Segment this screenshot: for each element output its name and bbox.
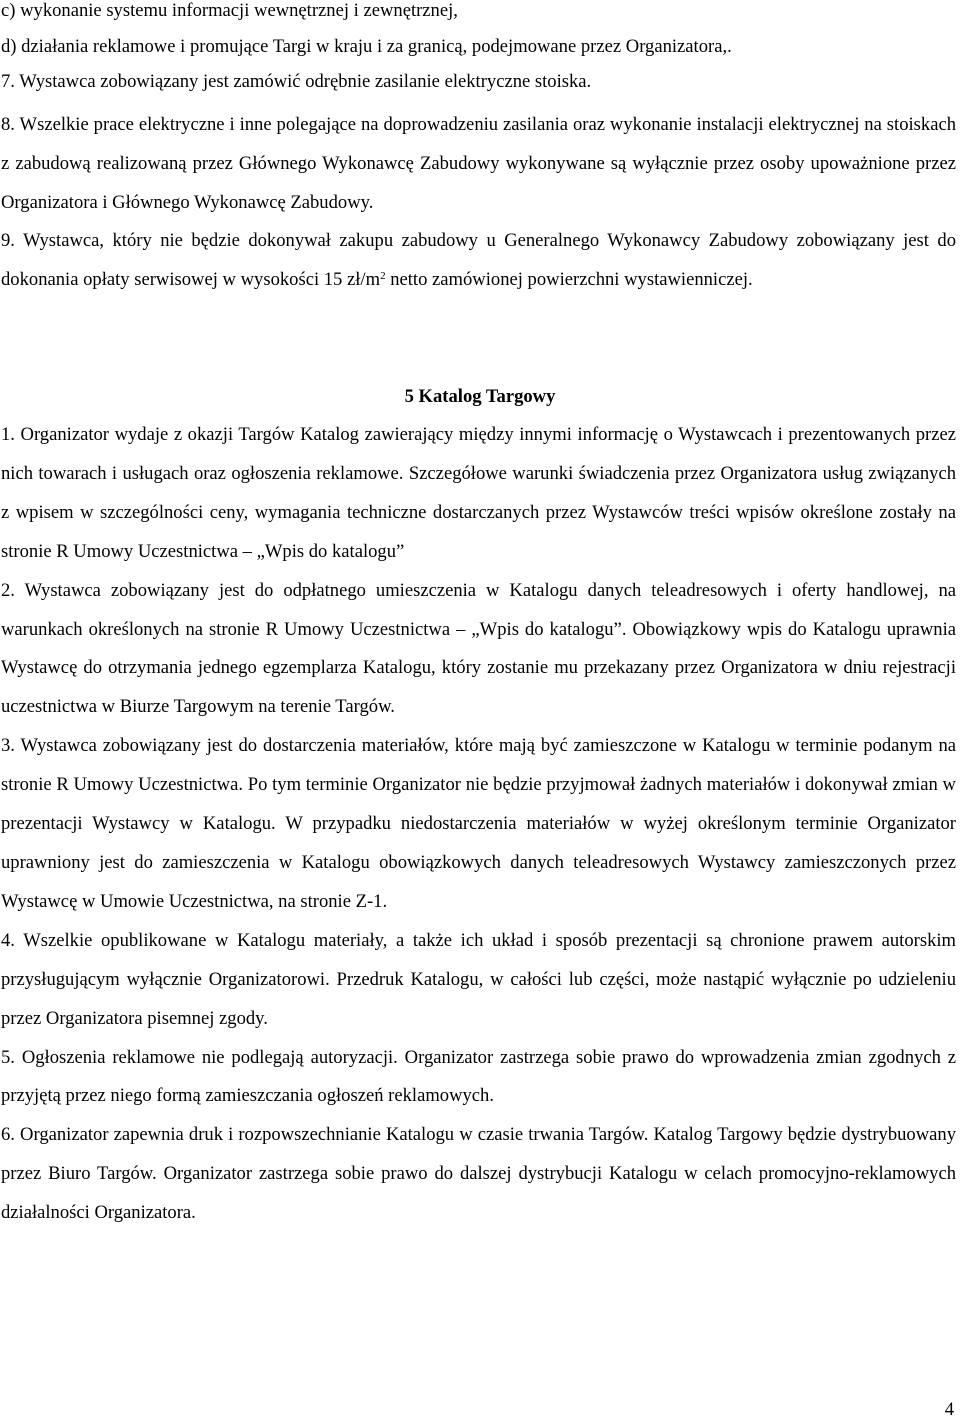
section-5-clause-4: 4. Wszelkie opublikowane w Katalogu materiały, a także ich układ i sposób prezentacji są chronione prawem autorskim przysługującym wyłącznie Organizatorowi. Przedruk Katalogu, w całości lub części, może nastąpić wyłącznie po udzieleniu przez Organizatora pisemnej zgody. xyxy=(1,929,956,1029)
list-item-c: c) wykonanie systemu informacji wewnętrznej i zewnętrznej, xyxy=(1,0,458,21)
list-continuation xyxy=(1,0,956,100)
clause-8: 8. Wszelkie prace elektryczne i inne polegające na doprowadzeniu zasilania oraz wykonanie instalacji elektrycznej na stoiskach z zabudową realizowaną przez Głównego Wykonawcę Zabudowy wykonywane są wyłącznie przez osoby upoważnione przez Organizatora i Głównego Wykonawcę Zabudowy. xyxy=(1,114,956,213)
section-5-clause-1: 1. Organizator wydaje z okazji Targów Katalog zawierający między innymi informację o Wystawcach i prezentowanych przez nich towarach i usługach oraz ogłoszenia reklamowe. Szczegółowe warunki świadczenia przez Organizatora usług związanych z wpisem w szczególności ceny, wymagania techniczne dostarczanych przez Wystawców treści wpisów określone zostały na stronie R Umowy Uczestnictwa – „Wpis do katalogu” xyxy=(1,424,956,562)
clause-9 xyxy=(1,222,956,300)
clause-9-text-end: netto zamówionej powierzchni wystawienniczej. xyxy=(385,268,753,290)
section-5-clause-3: 3. Wystawca zobowiązany jest do dostarczenia materiałów, które mają być zamieszczone w Katalogu w terminie podanym na stronie R Umowy Uczestnictwa. Po tym terminie Organizator nie będzie przyjmował żadnych materiałów i dokonywał zmian w prezentacji Wystawcy w Katalogu. W przypadku niedostarczenia materiałów w wyżej określonym terminie Organizator uprawniony jest do zamieszczenia w Katalogu obowiązkowych danych teleadresowych Wystawcy zamieszczonych przez Wystawcę w Umowie Uczestnictwa, na stronie Z-1. xyxy=(1,735,956,912)
clause-8-block xyxy=(1,106,956,223)
clause-7: 7. Wystawca zobowiązany jest zamówić odrębnie zasilanie elektryczne stoiska. xyxy=(1,71,592,92)
section-5-clause-5: 5. Ogłoszenia reklamowe nie podlegają autoryzacji. Organizator zastrzega sobie prawo do wprowadzenia zmian zgodnych z przyjętą przez niego formą zamieszczania ogłoszeń reklamowych. xyxy=(1,1046,956,1107)
clause-9-text: 9. Wystawca, który nie będzie dokonywał zakupu zabudowy u Generalnego Wykonawcy Zabudowy zobowiązany jest do dokonania opłaty serwisowej w wysokości 15 zł/m xyxy=(1,230,956,290)
section-5-clause-6: 6. Organizator zapewnia druk i rozpowszechnianie Katalogu w czasie trwania Targów. Katalog Targowy będzie dystrybuowany przez Biuro Targów. Organizator zastrzega sobie prawo do dalszej dystrybucji Katalogu w celach promocyjno-reklamowych działalności Organizatora. xyxy=(1,1124,956,1224)
section-heading: 5 Katalog Targowy xyxy=(404,386,556,407)
superscript-2: 2 xyxy=(380,269,386,282)
list-item-d: d) działania reklamowe i promujące Targi w kraju i za granicą, podejmowane przez Organizatora,. xyxy=(1,35,732,57)
section-5-clause-2: 2. Wystawca zobowiązany jest do odpłatnego umieszczenia w Katalogu danych teleadresowych i oferty handlowej, na warunkach określonych na stronie R Umowy Uczestnictwa – „Wpis do katalogu”. Obowiązkowy wpis do Katalogu uprawnia Wystawcę do otrzymania jednego egzemplarza Katalogu, który zostanie mu przekazany przez Organizatora w dniu rejestracji uczestnictwa w Biurze Targowym na terenie Targów. xyxy=(1,579,956,718)
page-number: 4 xyxy=(944,1399,954,1420)
section-5-body xyxy=(1,416,956,1233)
clause-9-block xyxy=(1,222,956,300)
